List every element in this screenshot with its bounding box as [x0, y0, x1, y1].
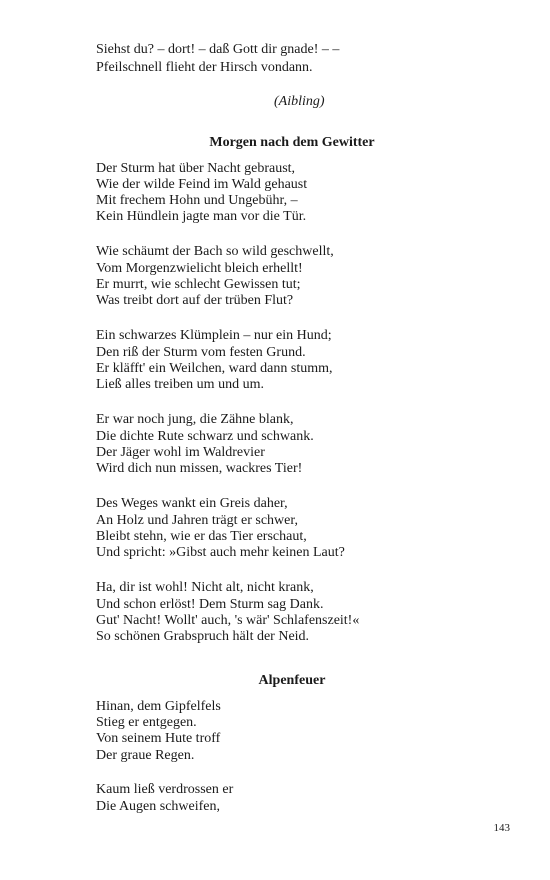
text-line: Und spricht: »Gibst auch mehr keinen Laut?	[96, 545, 345, 560]
text-line: Der graue Regen.	[96, 748, 195, 763]
text-line: Vom Morgenzwielicht bleich erhellt!	[96, 261, 303, 276]
page-number: 143	[493, 822, 510, 834]
text-line: Gut' Nacht! Wollt' auch, 's wär' Schlafenszeit!«	[96, 613, 360, 628]
text-line: Pfeilschnell flieht der Hirsch vondann.	[96, 60, 313, 75]
text-line: An Holz und Jahren trägt er schwer,	[96, 513, 298, 528]
text-line: Wie der wilde Feind im Wald gehaust	[96, 177, 308, 192]
poem-title: Morgen nach dem Gewitter	[209, 135, 375, 150]
text-line: Die Augen schweifen,	[96, 799, 221, 814]
attribution: (Aibling)	[274, 94, 325, 109]
text-line: So schönen Grabspruch hält der Neid.	[96, 629, 310, 644]
text-line: Ließ alles treiben um und um.	[96, 377, 264, 392]
text-line: Wie schäumt der Bach so wild geschwellt,	[96, 244, 334, 259]
text-line: Stieg er entgegen.	[96, 715, 197, 730]
poem-title: Alpenfeuer	[258, 673, 326, 688]
text-line: Des Weges wankt ein Greis daher,	[96, 496, 288, 511]
text-line: Den riß der Sturm vom festen Grund.	[96, 345, 306, 360]
text-line: Er war noch jung, die Zähne blank,	[96, 412, 294, 427]
text-line: Von seinem Hute troff	[96, 731, 221, 746]
text-line: Der Jäger wohl im Waldrevier	[96, 445, 265, 460]
text-line: Siehst du? – dort! – daß Gott dir gnade! – –	[96, 42, 340, 57]
text-line: Wird dich nun missen, wackres Tier!	[96, 461, 303, 476]
text-line: Kein Hündlein jagte man vor die Tür.	[96, 209, 307, 224]
text-line: Er kläfft' ein Weilchen, ward dann stumm,	[96, 361, 333, 376]
text-line: Ha, dir ist wohl! Nicht alt, nicht krank,	[96, 580, 314, 595]
text-line: Mit frechem Hohn und Ungebühr, –	[96, 193, 298, 208]
text-line: Kaum ließ verdrossen er	[96, 782, 234, 797]
text-line: Er murrt, wie schlecht Gewissen tut;	[96, 277, 301, 292]
text-line: Und schon erlöst! Dem Sturm sag Dank.	[96, 597, 324, 612]
text-line: Bleibt stehn, wie er das Tier erschaut,	[96, 529, 307, 544]
text-line: Die dichte Rute schwarz und schwank.	[96, 429, 314, 444]
text-line: Der Sturm hat über Nacht gebraust,	[96, 161, 296, 176]
text-line: Was treibt dort auf der trüben Flut?	[96, 293, 294, 308]
text-line: Hinan, dem Gipfelfels	[96, 699, 221, 714]
text-line: Ein schwarzes Klümplein – nur ein Hund;	[96, 328, 332, 343]
